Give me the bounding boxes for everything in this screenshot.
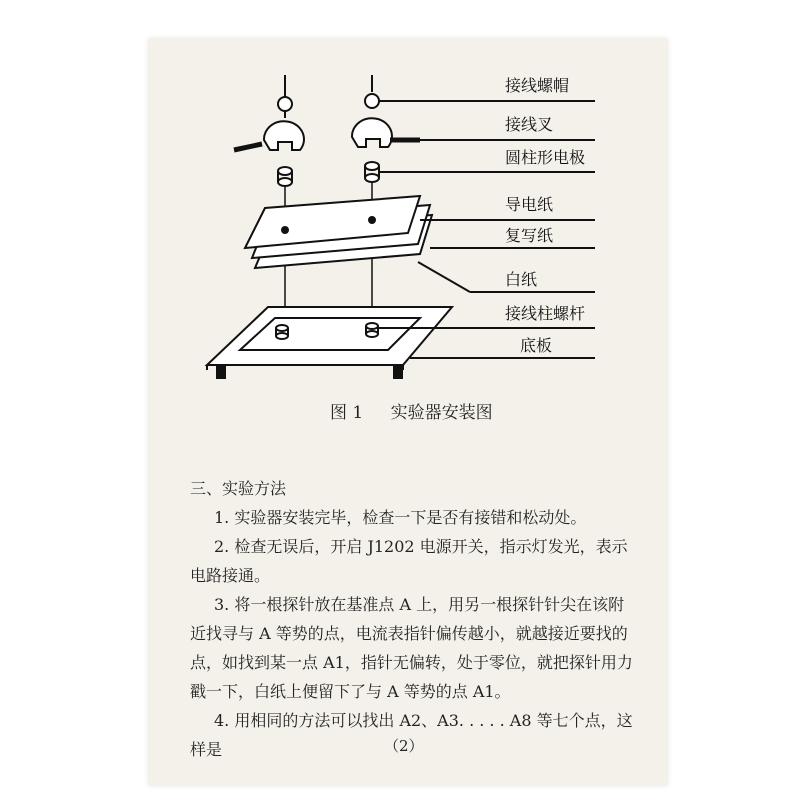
label-electrode: 圆柱形电极 (505, 148, 586, 167)
base-foot-left (217, 366, 225, 378)
leader-white-diag (418, 262, 470, 292)
paragraph-1: 1. 实验器安装完毕，检查一下是否有接错和松动处。 (214, 508, 587, 527)
right-nut (365, 94, 379, 108)
label-white-paper: 白纸 (505, 270, 538, 289)
label-nut: 接线螺帽 (505, 76, 570, 95)
figure-caption (330, 398, 493, 423)
caption-number: 图 1 (330, 403, 364, 423)
base-board (207, 307, 452, 365)
base-foot-right (394, 366, 402, 378)
section-heading: 三、实验方法 (190, 479, 287, 498)
paragraph-3: 3. 将一根探针放在基准点 A 上，用另一根探针针尖在该附近找寻与 A 等势的点，电流表指针偏传越小，就越接近要找的点，如找到某一点 A1，指针无偏转，处于零位，就把探针用力戳一下，白纸上便留下了与 A 等势的点 A1。 (190, 595, 633, 701)
left-electrode-top (278, 167, 292, 175)
label-carbon-paper: 复写纸 (505, 226, 554, 245)
label-base: 底板 (520, 336, 553, 355)
caption-title: 实验器安装图 (390, 403, 493, 423)
left-post (276, 325, 288, 331)
right-fork (352, 118, 392, 147)
paragraph-2: 2. 检查无误后，开启 J1202 电源开关，指示灯发光，表示电路接通。 (190, 537, 628, 585)
left-fork-handle (234, 144, 262, 150)
page-number: （2） (384, 737, 424, 755)
label-conductive-paper: 导电纸 (505, 195, 554, 214)
label-post-screw: 接线柱螺杆 (505, 304, 586, 323)
section-body (190, 474, 640, 764)
paragraph-4: 4. 用相同的方法可以找出 A2、A3. . . . . A8 等七个点，这样是 (190, 711, 633, 759)
label-fork: 接线叉 (505, 115, 554, 134)
left-fork (264, 121, 304, 150)
left-nut (278, 97, 292, 111)
right-post (366, 323, 378, 329)
right-electrode-top (365, 162, 379, 170)
